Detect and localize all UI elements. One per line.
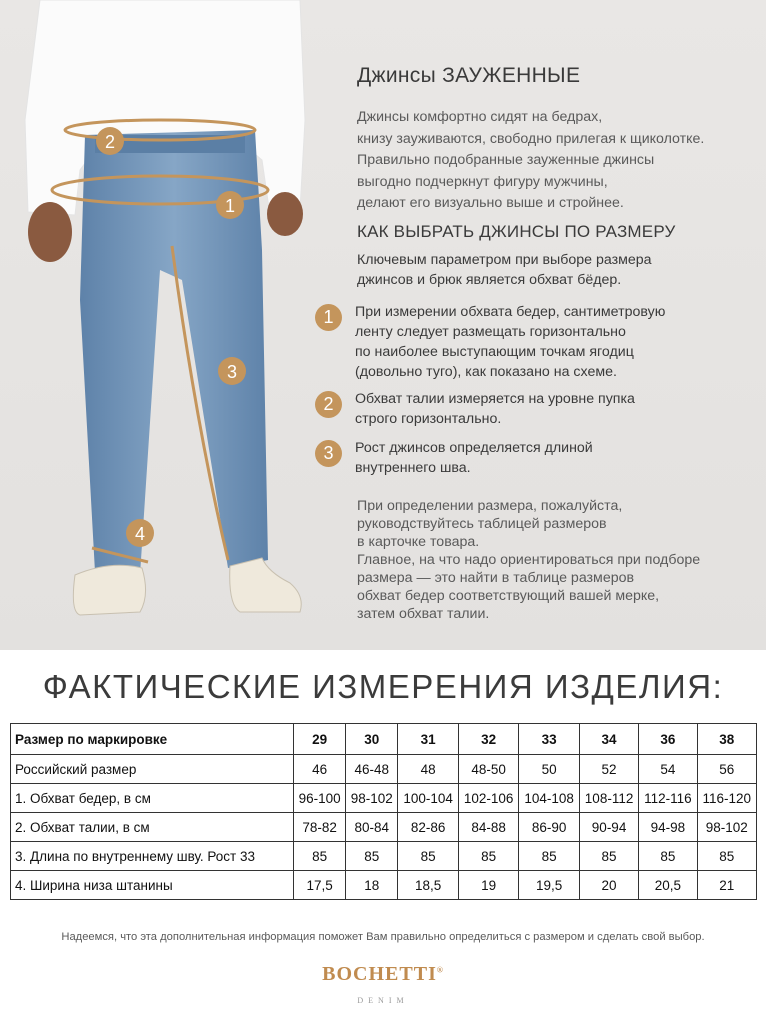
table-cell: 48-50 (458, 755, 519, 784)
table-cell: 112-116 (639, 784, 697, 813)
marker-3 (218, 357, 246, 385)
table-cell: 100-104 (398, 784, 459, 813)
table-header-cell: 34 (579, 724, 638, 755)
table-cell: 85 (346, 842, 398, 871)
table-cell: 17,5 (294, 871, 346, 900)
footer-note: Надеемся, что эта дополнительная информация поможет Вам правильно определиться с размером и сделать свой выбор. (61, 931, 705, 943)
table-row (11, 813, 757, 842)
table-cell: 104-108 (519, 784, 580, 813)
table-cell: 19 (458, 871, 519, 900)
table-header-cell: 32 (458, 724, 519, 755)
table-header-cell: Размер по маркировке (11, 724, 294, 755)
table-cell: 82-86 (398, 813, 459, 842)
table-cell: 20,5 (639, 871, 697, 900)
table-cell: 2. Обхват талии, в см (11, 813, 294, 842)
table-header-cell: 36 (639, 724, 697, 755)
table-row (11, 755, 757, 784)
right-shoe (230, 558, 302, 612)
svg-text:2: 2 (104, 132, 116, 152)
table-cell: 85 (294, 842, 346, 871)
description-column (323, 0, 760, 650)
brand-logo (0, 963, 766, 986)
intro-text: Джинсы комфортно сидят на бедрах, книзу зауживаются, свободно прилегая к щиколотке. Правильно подобранные зауженные джинсы выгодно подчеркнут фигуру мужчины, делают его визуально выше и стройнее. (357, 109, 705, 211)
table-cell: 54 (639, 755, 697, 784)
table-cell: 85 (458, 842, 519, 871)
table-cell: 85 (697, 842, 756, 871)
table-cell: 18,5 (398, 871, 459, 900)
table-cell: 108-112 (579, 784, 638, 813)
table-cell: 4. Ширина низа штанины (11, 871, 294, 900)
table-header-cell: 33 (519, 724, 580, 755)
right-hand (267, 192, 303, 236)
step-number-1: 1 (315, 304, 342, 331)
table-cell: 96-100 (294, 784, 346, 813)
marker-4 (126, 519, 154, 547)
key-parameter-text: Ключевым параметром при выборе размера джинсов и брюк является обхват бёдер. (357, 252, 652, 288)
table-row (11, 871, 757, 900)
table-cell: 1. Обхват бедер, в см (11, 784, 294, 813)
table-cell: 50 (519, 755, 580, 784)
step-text-2: Обхват талии измеряется на уровне пупка строго горизонтально. (355, 391, 635, 427)
table-cell: 80-84 (346, 813, 398, 842)
svg-text:3: 3 (226, 362, 238, 382)
size-advice-text: При определении размера, пожалуйста, руководствуйтесь таблицей размеров в карточке товара. Главное, на что надо ориентироваться при подборе размера — это найти в таблице размеров обхват бедер соответствующий вашей мерке, затем обхват талии. (357, 498, 701, 622)
table-cell: 116-120 (697, 784, 756, 813)
marker-1 (216, 191, 244, 219)
step-text-3: Рост джинсов определяется длиной внутреннего шва. (355, 440, 593, 476)
table-header-row (11, 724, 757, 755)
marker-2 (96, 127, 124, 155)
table-cell: 20 (579, 871, 638, 900)
table-header-cell: 38 (697, 724, 756, 755)
table-cell: 85 (579, 842, 638, 871)
step-number-2: 2 (315, 391, 342, 418)
table-cell: 52 (579, 755, 638, 784)
table-cell: 85 (519, 842, 580, 871)
table-cell: 56 (697, 755, 756, 784)
table-cell: 90-94 (579, 813, 638, 842)
svg-text:4: 4 (134, 524, 146, 544)
table-cell: 46-48 (346, 755, 398, 784)
table-cell: 19,5 (519, 871, 580, 900)
table-cell: 94-98 (639, 813, 697, 842)
table-cell: 85 (639, 842, 697, 871)
registered-mark: ® (436, 965, 444, 975)
brand-name: BOCHETTI (322, 963, 437, 985)
table-cell: 85 (398, 842, 459, 871)
brand-subtitle: DENIM (357, 996, 409, 1005)
table-cell: 48 (398, 755, 459, 784)
table-row (11, 842, 757, 871)
table-header-cell: 30 (346, 724, 398, 755)
table-header-cell: 31 (398, 724, 459, 755)
step-text-1: При измерении обхвата бедер, сантиметровую ленту следует размещать горизонтально по наиболее выступающим точкам ягодиц (довольно туго), как показано на схеме. (355, 304, 666, 380)
table-heading: ФАКТИЧЕСКИЕ ИЗМЕРЕНИЯ ИЗДЕЛИЯ: (42, 668, 724, 705)
table-cell: 3. Длина по внутреннему шву. Рост 33 (11, 842, 294, 871)
table-row (11, 784, 757, 813)
left-shoe (73, 565, 145, 615)
size-table (10, 723, 757, 900)
table-cell: 18 (346, 871, 398, 900)
model-figure (0, 0, 345, 650)
table-cell: 21 (697, 871, 756, 900)
table-cell: 86-90 (519, 813, 580, 842)
table-cell: 78-82 (294, 813, 346, 842)
svg-text:1: 1 (224, 196, 236, 216)
table-cell: Российский размер (11, 755, 294, 784)
table-cell: 98-102 (346, 784, 398, 813)
table-cell: 98-102 (697, 813, 756, 842)
left-hand (28, 202, 72, 262)
product-title: Джинсы ЗАУЖЕННЫЕ (357, 64, 581, 87)
step-number-3: 3 (315, 440, 342, 467)
table-header-cell: 29 (294, 724, 346, 755)
table-cell: 84-88 (458, 813, 519, 842)
how-to-choose-title: КАК ВЫБРАТЬ ДЖИНСЫ ПО РАЗМЕРУ (357, 222, 676, 241)
table-cell: 46 (294, 755, 346, 784)
table-cell: 102-106 (458, 784, 519, 813)
